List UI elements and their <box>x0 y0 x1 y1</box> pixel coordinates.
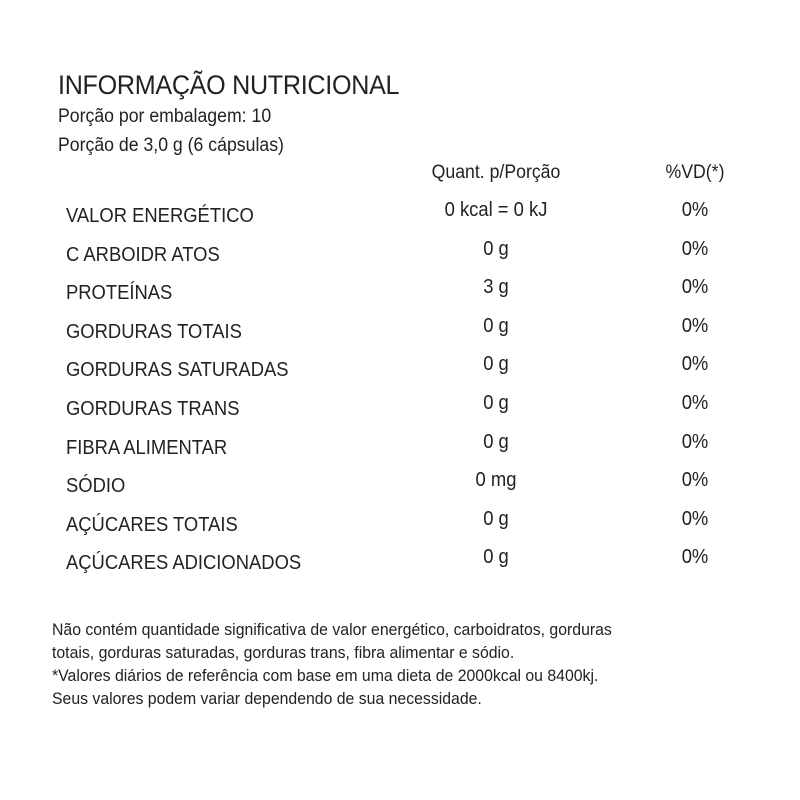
table-row <box>0 431 800 470</box>
nutrient-table <box>0 199 800 585</box>
nutrient-name: VALOR ENERGÉTICO <box>66 205 254 227</box>
nutrient-amount: 0 kcal = 0 kJ <box>444 199 548 221</box>
nutrient-daily-value: 0% <box>681 469 709 492</box>
serving-size: Porção de 3,0 g (6 cápsulas) <box>58 135 284 156</box>
nutrient-name: PROTEÍNAS <box>66 282 173 305</box>
nutrient-amount: 0 g <box>483 353 509 376</box>
nutrient-name: GORDURAS TOTAIS <box>66 320 242 343</box>
nutrient-daily-value: 0% <box>681 430 709 453</box>
table-row <box>0 199 800 238</box>
table-row <box>0 508 800 547</box>
nutrient-name: SÓDIO <box>66 475 126 498</box>
nutrient-name: C ARBOIDR ATOS <box>66 243 220 266</box>
servings-per-package: Porção por embalagem: 10 <box>58 106 272 127</box>
nutrient-amount: 0 g <box>483 507 509 530</box>
nutrient-daily-value: 0% <box>681 199 709 221</box>
nutrient-name: AÇÚCARES ADICIONADOS <box>66 552 302 575</box>
label-title: INFORMAÇÃO NUTRICIONAL <box>58 70 400 100</box>
nutrient-name: GORDURAS SATURADAS <box>66 359 289 382</box>
table-row <box>0 546 800 585</box>
nutrient-name: AÇÚCARES TOTAIS <box>66 513 238 536</box>
nutrient-amount: 3 g <box>483 276 509 299</box>
nutrient-daily-value: 0% <box>681 507 709 530</box>
footnote-line: Seus valores podem variar dependendo de sua necessidade. <box>52 689 482 708</box>
amount-column-header: Quant. p/Porção <box>431 162 561 183</box>
nutrient-amount: 0 g <box>483 391 509 414</box>
nutrient-daily-value: 0% <box>681 391 709 414</box>
nutrient-amount: 0 mg <box>475 469 517 492</box>
table-row <box>0 276 800 315</box>
nutrient-name: GORDURAS TRANS <box>66 397 240 420</box>
nutrient-amount: 0 g <box>483 430 509 453</box>
nutrient-daily-value: 0% <box>681 276 709 299</box>
table-row <box>0 238 800 277</box>
daily-value-column-header: %VD(*) <box>665 162 725 183</box>
footnote-line: totais, gorduras saturadas, gorduras trans, fibra alimentar e sódio. <box>52 643 515 662</box>
nutrient-daily-value: 0% <box>681 237 709 260</box>
footnote-line: Não contém quantidade significativa de valor energético, carboidratos, gorduras <box>52 620 612 639</box>
table-row <box>0 353 800 392</box>
table-row <box>0 469 800 508</box>
nutrient-amount: 0 g <box>483 314 509 337</box>
nutrient-amount: 0 g <box>483 546 509 569</box>
table-row <box>0 392 800 431</box>
nutrient-daily-value: 0% <box>681 546 709 569</box>
nutrient-daily-value: 0% <box>681 353 709 376</box>
table-row <box>0 315 800 354</box>
footnote <box>52 618 703 710</box>
nutrient-daily-value: 0% <box>681 314 709 337</box>
footnote-line: *Valores diários de referência com base em uma dieta de 2000kcal ou 8400kj. <box>52 666 599 685</box>
nutrient-amount: 0 g <box>483 237 509 260</box>
nutrient-name: FIBRA ALIMENTAR <box>66 436 228 459</box>
